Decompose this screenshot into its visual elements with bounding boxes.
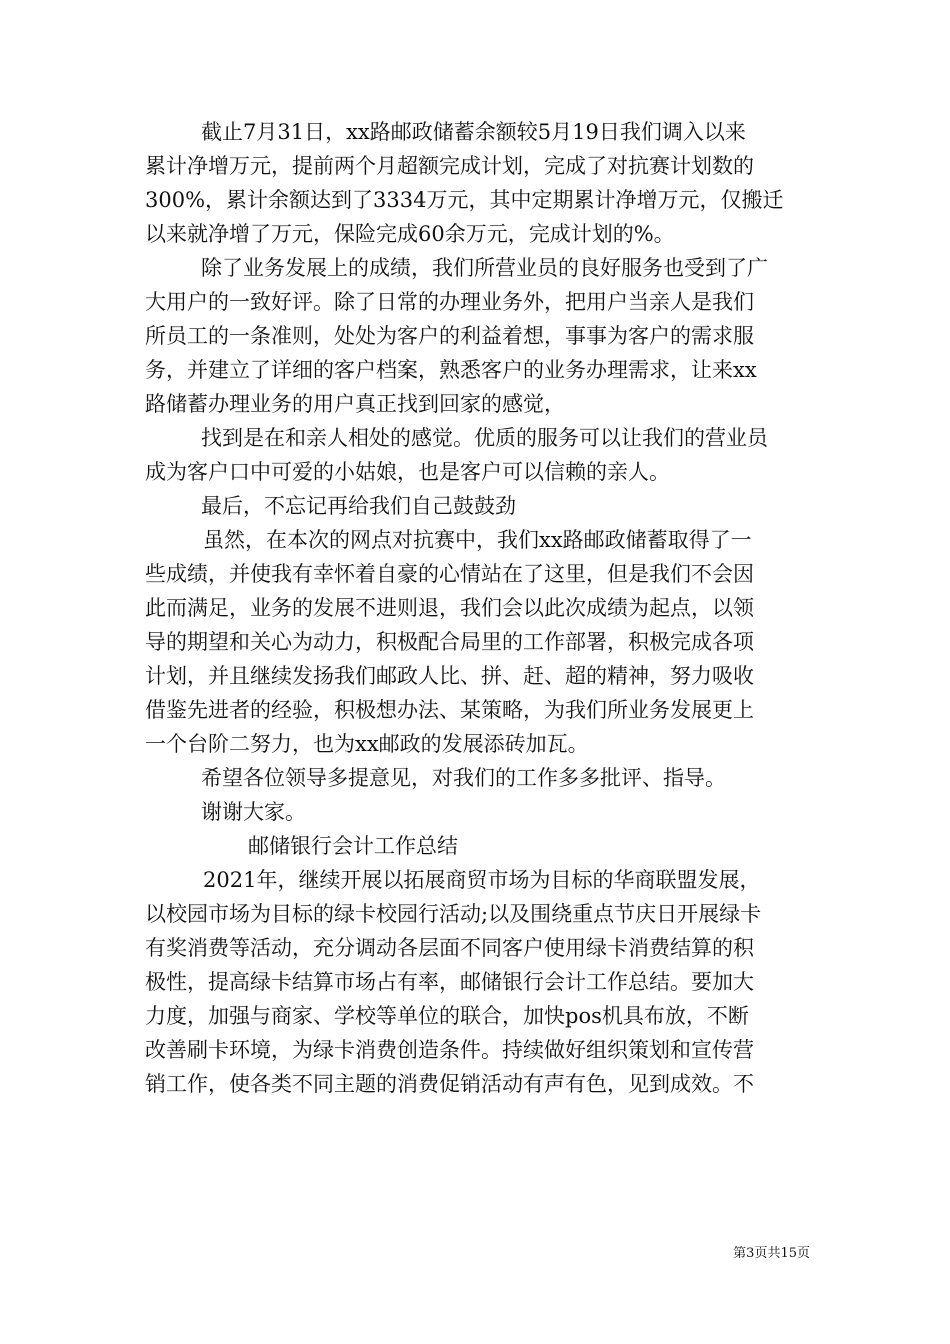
paragraph-future-goals <box>145 523 810 761</box>
text-line: 希望各位领导多提意见，对我们的工作多多批评、指导。 <box>201 766 726 790</box>
page-number: 第3页共15页 <box>733 1246 810 1261</box>
paragraph-request-feedback <box>145 761 810 795</box>
text-line: 所员工的一条准则，处处为客户的利益着想，事事为客户的需求服 <box>145 324 754 348</box>
text-line: 2021年，继续开展以拓展商贸市场为目标的华商联盟发展， <box>203 868 761 892</box>
text-line: 成为客户口中可爱的小姑娘，也是客户可以信赖的亲人。 <box>145 460 670 484</box>
text-line: 截止7月31日，xx路邮政储蓄余额较5月19日我们调入以来 <box>201 120 746 144</box>
text-line: 虽然，在本次的网点对抗赛中，我们xx路邮政储蓄取得了一 <box>203 528 752 552</box>
text-line: 销工作，使各类不同主题的消费促销活动有声有色，见到成效。不 <box>145 1072 754 1096</box>
text-line: 累计净增万元，提前两个月超额完成计划，完成了对抗赛计划数的 <box>145 154 754 178</box>
section-title: 邮储银行会计工作总结 <box>248 834 458 858</box>
paragraph-savings-growth <box>145 115 810 251</box>
text-line: 此而满足，业务的发展不进则退，我们会以此次成绩为起点，以领 <box>145 596 754 620</box>
text-line: 大用户的一致好评。除了日常的办理业务外，把用户当亲人是我们 <box>145 290 754 314</box>
text-line: 力度，加强与商家、学校等单位的联合，加快pos机具布放，不断 <box>145 1004 749 1028</box>
document-body <box>145 115 810 1101</box>
text-line: 以来就净增了万元，保险完成60余万元，完成计划的%。 <box>145 222 675 246</box>
text-line: 些成绩，并使我有幸怀着自豪的心情站在了这里，但是我们不会因 <box>145 562 754 586</box>
text-line: 最后，不忘记再给我们自己鼓鼓劲 <box>201 494 516 518</box>
text-line: 改善刷卡环境，为绿卡消费创造条件。持续做好组织策划和宣传营 <box>145 1038 754 1062</box>
paragraph-service-quality <box>145 251 810 421</box>
text-line: 借鉴先进者的经验，积极想办法、某策略，为我们所业务发展更上 <box>145 698 754 722</box>
text-line: 有奖消费等活动，充分调动各层面不同客户使用绿卡消费结算的积 <box>145 936 754 960</box>
text-line: 务，并建立了详细的客户档案，熟悉客户的业务办理需求，让来xx <box>145 358 757 382</box>
paragraph-accounting-summary <box>145 863 810 1101</box>
text-line: 300%，累计余额达到了3334万元，其中定期累计净增万元，仅搬迁 <box>145 188 784 212</box>
paragraph-encouragement <box>145 489 810 523</box>
text-line: 路储蓄办理业务的用户真正找到回家的感觉， <box>145 392 565 416</box>
text-line: 极性，提高绿卡结算市场占有率，邮储银行会计工作总结。要加大 <box>145 970 754 994</box>
text-line: 计划，并且继续发扬我们邮政人比、拼、赶、超的精神，努力吸收 <box>145 664 754 688</box>
paragraph-family-feeling <box>145 421 810 489</box>
text-line: 以校园市场为目标的绿卡校园行活动;以及围绕重点节庆日开展绿卡 <box>145 902 762 926</box>
text-line: 一个台阶二努力，也为xx邮政的发展添砖加瓦。 <box>145 732 589 756</box>
text-line: 找到是在和亲人相处的感觉。优质的服务可以让我们的营业员 <box>201 426 768 450</box>
text-line: 除了业务发展上的成绩，我们所营业员的良好服务也受到了广 <box>201 256 768 280</box>
paragraph-thanks <box>145 795 810 829</box>
text-line: 谢谢大家。 <box>201 800 306 824</box>
text-line: 导的期望和关心为动力，积极配合局里的工作部署，积极完成各项 <box>145 630 754 654</box>
